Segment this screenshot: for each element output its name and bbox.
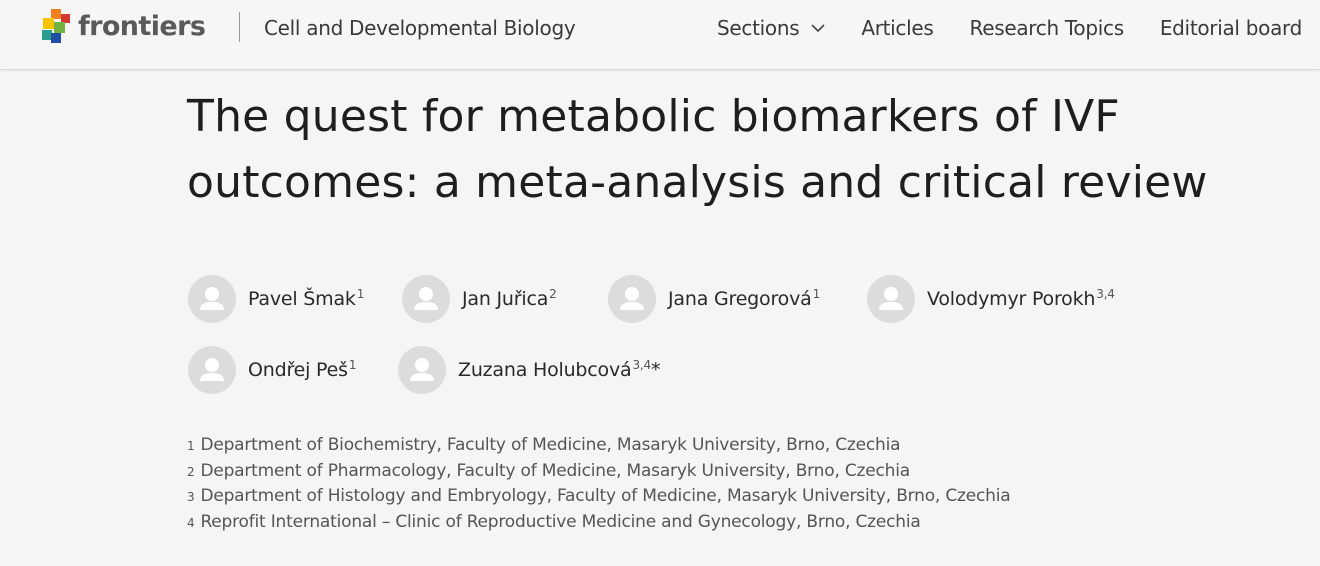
user-icon	[188, 275, 236, 323]
affiliation-text: Department of Histology and Embryology, Faculty of Medicine, Masaryk University, Brno, Czechia	[200, 486, 1011, 506]
author-zuzana-holubcova[interactable]	[398, 346, 660, 394]
author-jana-gregorova[interactable]	[608, 275, 820, 323]
nav-item-sections[interactable]	[717, 16, 825, 40]
user-icon	[398, 346, 446, 394]
affiliations-list	[187, 435, 1010, 537]
affiliation-ref: 1	[356, 287, 365, 301]
user-icon	[608, 275, 656, 323]
avatar	[867, 275, 915, 323]
affiliation-ref: 2	[549, 287, 557, 301]
nav-item-editorial-board[interactable]: Editorial board	[1159, 16, 1302, 40]
site-header	[0, 0, 1320, 70]
author-name: Pavel Šmak$^1$	[248, 287, 365, 310]
frontiers-logo-icon	[42, 9, 72, 43]
nav-item-articles[interactable]: Articles	[861, 16, 934, 40]
affiliation-ref: 3,4	[1096, 287, 1115, 301]
user-icon	[867, 275, 915, 323]
affiliation-item: 1 Department of Biochemistry, Faculty of Medicine, Masaryk University, Brno, Czechia	[187, 435, 901, 455]
user-icon	[188, 346, 236, 394]
affiliation-ref: 3,4	[632, 358, 651, 372]
avatar	[188, 275, 236, 323]
author-jan-jurica[interactable]	[402, 275, 557, 323]
affiliation-item: 2 Department of Pharmacology, Faculty of Medicine, Masaryk University, Brno, Czechia	[187, 460, 910, 481]
author-volodymyr-porokh[interactable]	[867, 275, 1115, 323]
affiliation-item: 4 Reprofit International – Clinic of Reproductive Medicine and Gynecology, Brno, Czechia	[187, 511, 921, 532]
author-name: Jan Juřica$^2$	[462, 287, 557, 310]
affiliation-text: Department of Pharmacology, Faculty of Medicine, Masaryk University, Brno, Czechia	[200, 460, 910, 481]
avatar	[608, 275, 656, 323]
affiliation-item: 3 Department of Histology and Embryology, Faculty of Medicine, Masaryk University, Brno, Czechia	[187, 486, 1011, 506]
affiliation-text: Department of Biochemistry, Faculty of Medicine, Masaryk University, Brno, Czechia	[200, 435, 901, 455]
nav-item-research-topics[interactable]: Research Topics	[969, 16, 1124, 40]
author-name: Volodymyr Porokh$^{3,4}$	[927, 287, 1115, 310]
logo-wordmark: frontiers	[78, 10, 206, 42]
user-icon	[402, 275, 450, 323]
affiliation-ref: 1	[812, 287, 821, 301]
affiliation-ref: 1	[348, 358, 357, 372]
author-ondrej-pes[interactable]	[188, 346, 356, 394]
nav-item-label: Sections	[716, 16, 800, 40]
article-title: The quest for metabolic biomarkers of IVF outcomes: a meta-analysis and critical review	[187, 91, 1208, 208]
header-divider	[239, 12, 240, 42]
author-name: Ondřej Peš$^1$	[248, 358, 357, 381]
avatar	[402, 275, 450, 323]
main-nav	[717, 16, 1302, 40]
author-name: Jana Gregorová$^1$	[668, 287, 821, 310]
author-name: Zuzana Holubcová$^{3,4}$*	[458, 358, 661, 381]
avatar	[188, 346, 236, 394]
frontiers-logo[interactable]	[42, 9, 205, 43]
affiliation-text: Reprofit International – Clinic of Reproductive Medicine and Gynecology, Brno, Czechia	[200, 511, 921, 532]
author-pavel-smak[interactable]	[188, 275, 364, 323]
journal-name-link[interactable]: Cell and Developmental Biology	[264, 16, 576, 40]
avatar	[398, 346, 446, 394]
corresponding-author-mark: *	[650, 359, 661, 381]
chevron-down-icon	[811, 24, 825, 33]
